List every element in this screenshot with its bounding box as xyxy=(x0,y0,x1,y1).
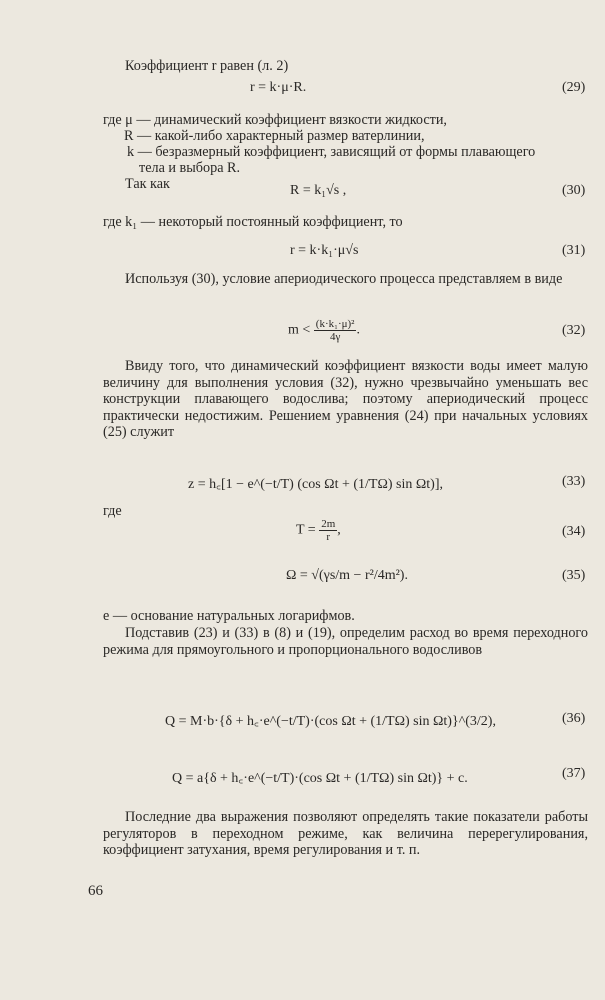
equation-34 xyxy=(296,518,341,543)
page-number: 66 xyxy=(88,883,103,899)
equation-33: z = h꜀[1 − e^(−t/T) (cos Ωt + (1/TΩ) sin Ωt)], xyxy=(188,477,443,492)
equation-36-number: (36) xyxy=(562,711,586,726)
definition-e: e — основание натуральных логарифмов. xyxy=(103,608,355,624)
equation-32-fraction xyxy=(314,318,357,343)
equation-32-denominator: 4γ xyxy=(329,331,341,343)
equation-32-numerator: (k·k₁·μ)² xyxy=(315,318,355,330)
definition-k1: где k₁ — некоторый постоянный коэффициент, то xyxy=(103,214,403,230)
equation-32 xyxy=(288,318,360,343)
paragraph-aperiodic: Используя (30), условие апериодического процесса представляем в виде xyxy=(125,271,563,287)
equation-30: R = k₁√s , xyxy=(290,183,347,198)
equation-29-number: (29) xyxy=(562,80,586,95)
equation-34-numerator: 2m xyxy=(321,518,336,530)
equation-31: r = k·k₁·μ√s xyxy=(290,243,359,258)
paragraph-discharge: Подставив (23) и (33) в (8) и (19), определим расход во время переходного режима для прямоугольного и пропорционального водосливов xyxy=(103,625,588,658)
equation-29: r = k·μ·R. xyxy=(250,80,307,95)
equation-35-number: (35) xyxy=(562,568,586,583)
paragraph-solution: Ввиду того, что динамический коэффициент вязкости воды имеет малую величину для выполнения условия (32), нужно чрезвычайно уменьшать вес конструкции плавающего водослива; поэтому апериодический процесс практически недостижим. Решением уравнения (24) при начальных условиях (25) служит xyxy=(103,358,588,441)
equation-32-number: (32) xyxy=(562,323,586,338)
equation-34-tail: , xyxy=(337,522,341,538)
equation-36: Q = M·b·{δ + h꜀·e^(−t/T)·(cos Ωt + (1/TΩ) sin Ωt)}^(3/2), xyxy=(165,714,496,729)
equation-34-number: (34) xyxy=(562,524,586,539)
definition-r: R — какой-либо характерный размер ватерлинии, xyxy=(124,128,425,144)
equation-32-tail: . xyxy=(356,322,360,338)
equation-34-denominator: r xyxy=(326,531,331,543)
equation-37: Q = a{δ + h꜀·e^(−t/T)·(cos Ωt + (1/TΩ) sin Ωt)} + c. xyxy=(172,771,468,786)
definition-k: k — безразмерный коэффициент, зависящий от формы плавающего xyxy=(127,144,536,160)
equation-35: Ω = √(γs/m − r²/4m²). xyxy=(286,568,408,583)
since-label: Так как xyxy=(125,176,170,192)
definition-mu: где μ — динамический коэффициент вязкости жидкости, xyxy=(103,112,447,128)
equation-32-lhs: m < xyxy=(288,322,311,338)
equation-30-number: (30) xyxy=(562,183,586,198)
intro-line: Коэффициент r равен (л. 2) xyxy=(125,58,289,74)
equation-34-lhs: T = xyxy=(296,522,316,538)
equation-37-number: (37) xyxy=(562,766,586,781)
definition-k-cont: тела и выбора R. xyxy=(139,160,241,176)
equation-33-number: (33) xyxy=(562,474,586,489)
equation-31-number: (31) xyxy=(562,243,586,258)
paragraph-conclusion: Последние два выражения позволяют определять такие показатели работы регуляторов в переходном режиме, как величина перерегулирования, коэффициент затухания, время регулирования и т. п. xyxy=(103,809,588,859)
where-label: где xyxy=(103,503,122,519)
equation-34-fraction xyxy=(319,518,337,543)
